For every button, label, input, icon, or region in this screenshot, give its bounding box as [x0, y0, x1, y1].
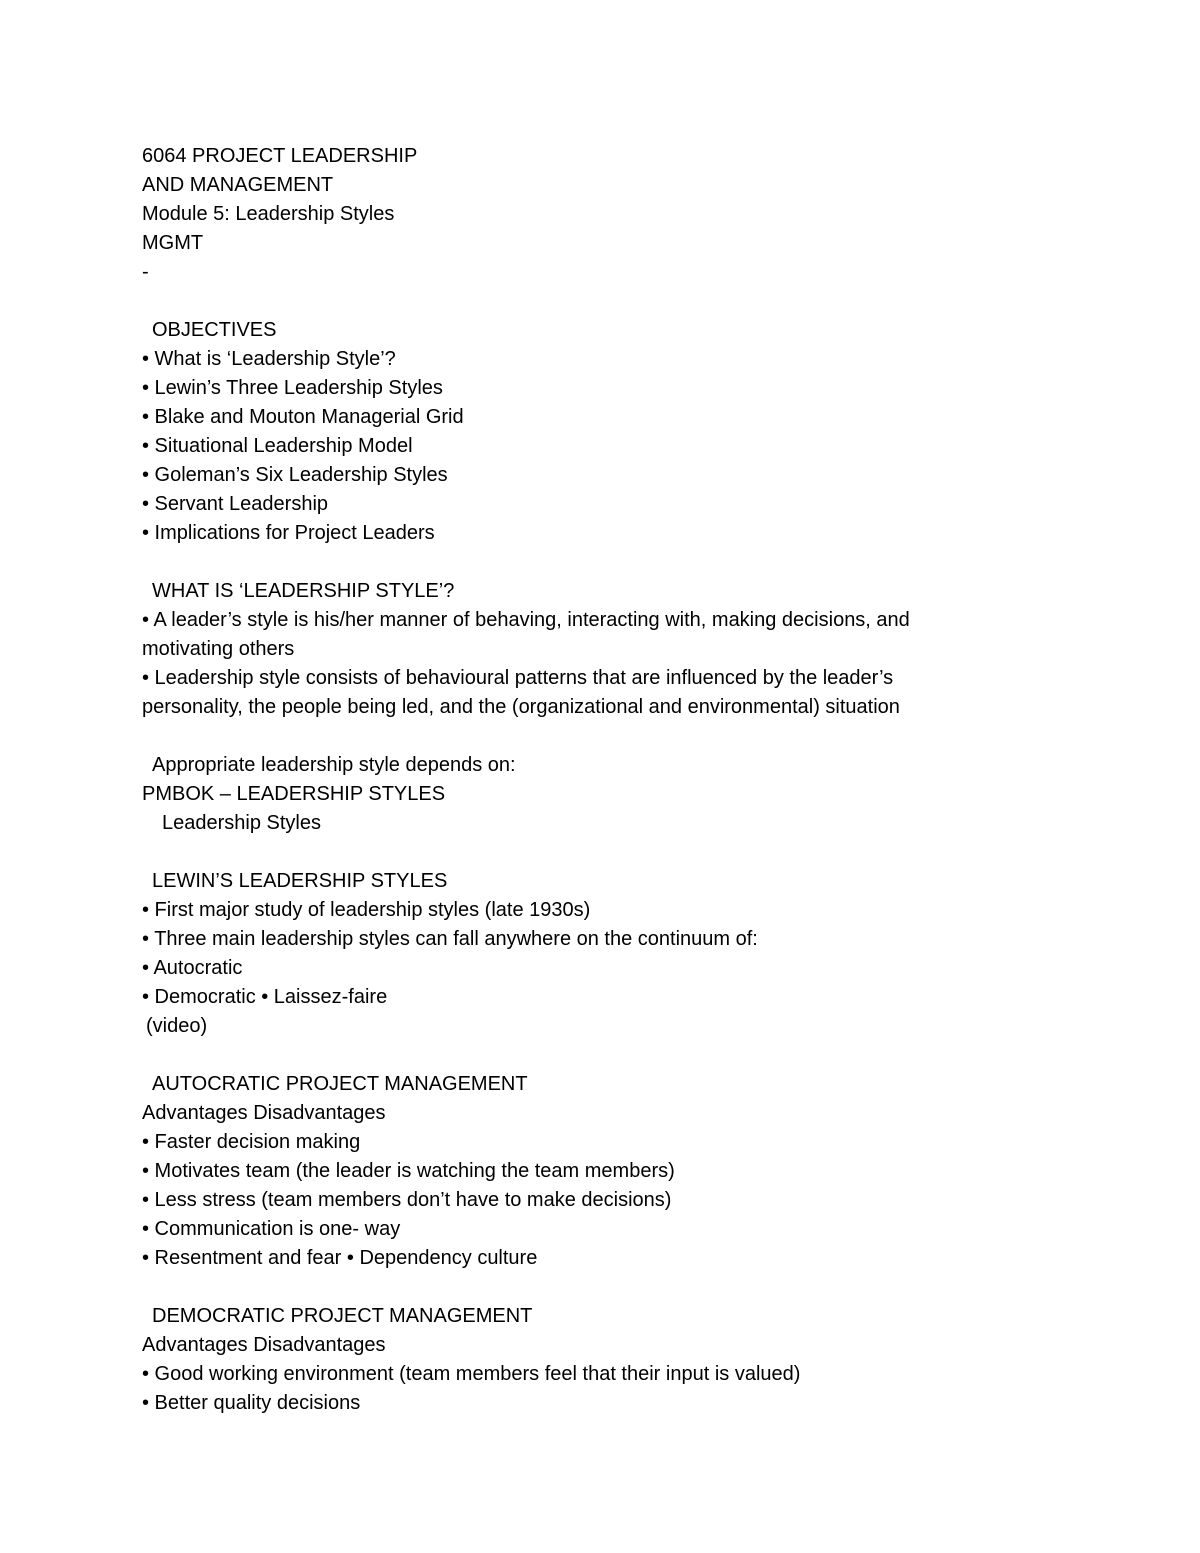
- what-is-text-line: personality, the people being led, and the (organizational and environmental) situation: [142, 696, 900, 718]
- autocratic-item: • Motivates team (the leader is watching the team members): [142, 1160, 675, 1182]
- document-body: [142, 142, 1042, 1418]
- autocratic-item: • Communication is one- way: [142, 1218, 401, 1240]
- blank-line: [142, 1273, 1042, 1302]
- objectives-item: • What is ‘Leadership Style’?: [142, 348, 396, 370]
- democratic-heading: DEMOCRATIC PROJECT MANAGEMENT: [152, 1305, 533, 1327]
- pmbok-heading: PMBOK – LEADERSHIP STYLES: [142, 783, 446, 805]
- objectives-item: • Lewin’s Three Leadership Styles: [142, 377, 443, 399]
- autocratic-subheading: Advantages Disadvantages: [142, 1102, 386, 1124]
- lewin-item: • Democratic • Laissez-faire: [142, 986, 388, 1008]
- blank-line: [142, 548, 1042, 577]
- objectives-item: • Blake and Mouton Managerial Grid: [142, 406, 464, 428]
- blank-line: [142, 838, 1042, 867]
- autocratic-heading: AUTOCRATIC PROJECT MANAGEMENT: [152, 1073, 528, 1095]
- objectives-heading: OBJECTIVES: [152, 319, 277, 341]
- objectives-item: • Goleman’s Six Leadership Styles: [142, 464, 448, 486]
- course-title-line-1: 6064 PROJECT LEADERSHIP: [142, 145, 418, 167]
- objectives-item: • Servant Leadership: [142, 493, 329, 515]
- lewin-item: • Three main leadership styles can fall anywhere on the continuum of:: [142, 928, 758, 950]
- leadership-styles-label: Leadership Styles: [162, 812, 321, 834]
- what-is-text-line: motivating others: [142, 638, 295, 660]
- department-code: MGMT: [142, 232, 204, 254]
- democratic-subheading: Advantages Disadvantages: [142, 1334, 386, 1356]
- what-is-text-line: • A leader’s style is his/her manner of behaving, interacting with, making decisions, and: [142, 609, 910, 631]
- autocratic-item: • Less stress (team members don’t have to make decisions): [142, 1189, 672, 1211]
- video-reference: (video): [146, 1015, 208, 1037]
- course-title-line-2: AND MANAGEMENT: [142, 174, 334, 196]
- autocratic-item: • Resentment and fear • Dependency culture: [142, 1247, 538, 1269]
- blank-line: [142, 287, 1042, 316]
- objectives-item: • Situational Leadership Model: [142, 435, 413, 457]
- autocratic-item: • Faster decision making: [142, 1131, 361, 1153]
- lewin-heading: LEWIN’S LEADERSHIP STYLES: [152, 870, 448, 892]
- module-title: Module 5: Leadership Styles: [142, 203, 395, 225]
- democratic-item: • Better quality decisions: [142, 1392, 361, 1414]
- blank-line: [142, 1041, 1042, 1070]
- separator-dash: -: [142, 261, 149, 283]
- objectives-item: • Implications for Project Leaders: [142, 522, 435, 544]
- lewin-item: • First major study of leadership styles (late 1930s): [142, 899, 591, 921]
- lewin-item: • Autocratic: [142, 957, 243, 979]
- democratic-item: • Good working environment (team members feel that their input is valued): [142, 1363, 801, 1385]
- appropriate-style-line: Appropriate leadership style depends on:: [152, 754, 516, 776]
- blank-line: [142, 722, 1042, 751]
- what-is-text-line: • Leadership style consists of behavioural patterns that are influenced by the leader’s: [142, 667, 894, 689]
- what-is-heading: WHAT IS ‘LEADERSHIP STYLE’?: [152, 580, 455, 602]
